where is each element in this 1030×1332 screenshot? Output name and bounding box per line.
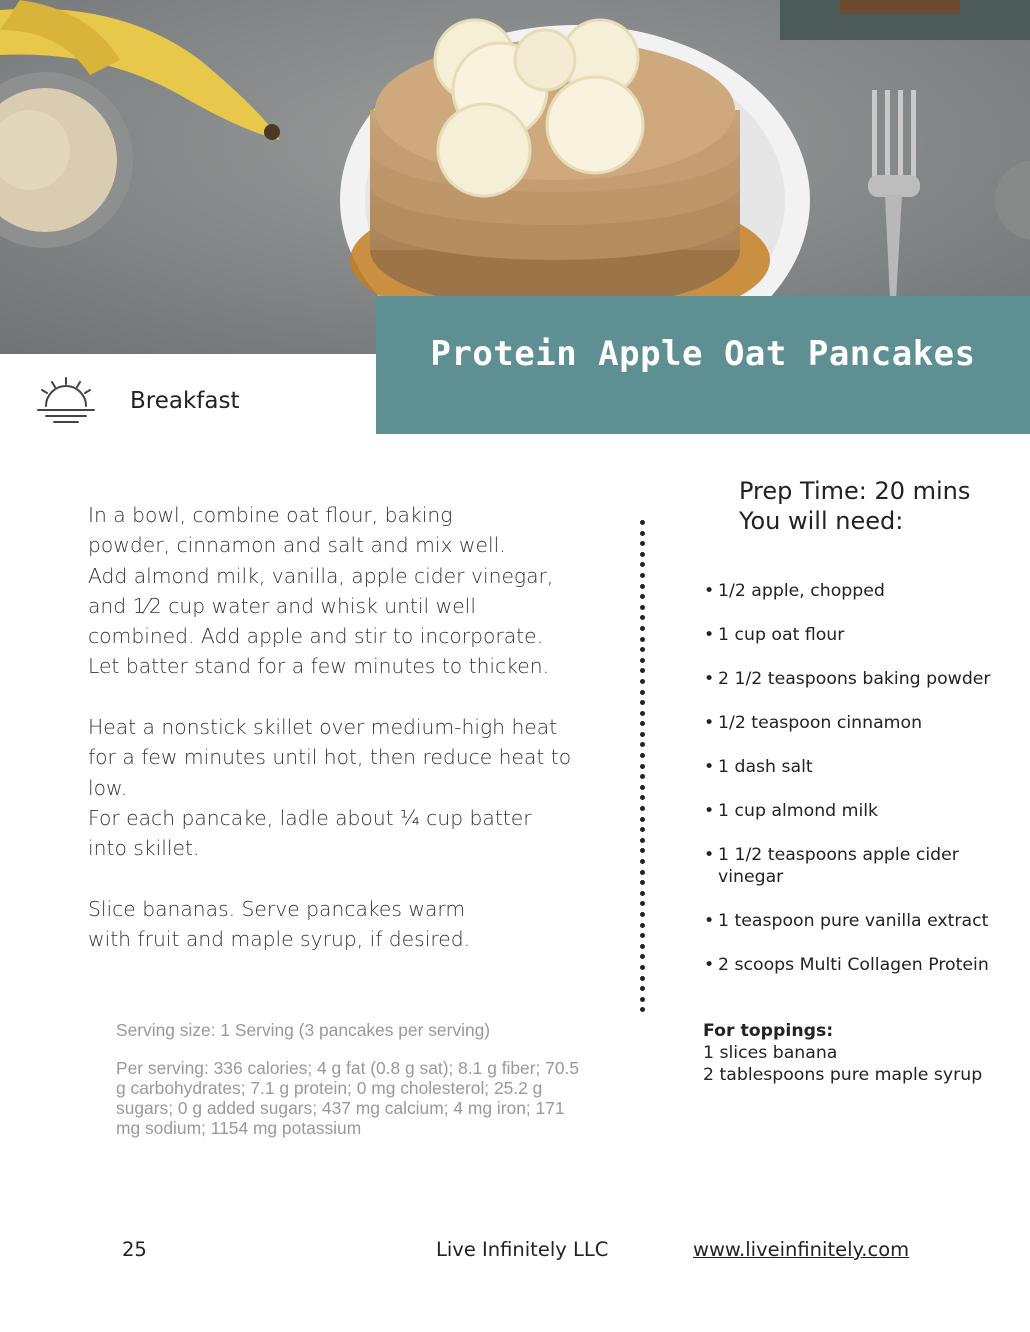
recipe-category: Breakfast [130,388,240,414]
divider-dot [640,668,645,673]
divider-dot [640,721,645,726]
ingredient-item: • 1/2 teaspoon cinnamon [704,712,1014,734]
divider-dot [640,573,645,578]
instruction-step: In a bowl, combine oat flour, baking powder, cinnamon and salt and mix well. Add almond milk, vanilla, apple cider vinegar, and 1⁄2 cup water and whisk until well combined. Add apple and stir to incorporate. Let batter stand for a few minutes to thicken. [88,503,554,679]
divider-dot [640,531,645,536]
dotted-divider [640,520,648,1020]
instructions [88,500,608,985]
ingredient-item: • 1 teaspoon pure vanilla extract [704,910,1014,932]
divider-dot [640,626,645,631]
divider-dot [640,997,645,1002]
divider-dot [640,679,645,684]
company-name: Live Infinitely LLC [436,1238,609,1261]
divider-dot [640,891,645,896]
ingredient-item: • 2 scoops Multi Collagen Protein [704,954,1014,976]
divider-dot [640,806,645,811]
ingredient-item: • 1 cup almond milk [704,800,1014,822]
divider-dot [640,647,645,652]
per-serving: Per serving: 336 calories; 4 g fat (0.8 g sat); 8.1 g fiber; 70.5 g carbohydrates; 7.1 g protein; 0 mg cholesterol; 25.2 g sugars; 0 g added sugars; 437 mg calcium; 4 mg iron; 171 mg sodium; 1154 mg potassium [116,1058,580,1138]
page-number: 25 [122,1238,147,1261]
divider-dot [640,838,645,843]
divider-dot [640,976,645,981]
nutrition-info [116,1020,586,1156]
divider-dot [640,562,645,567]
sunrise-icon [36,376,96,432]
divider-dot [640,785,645,790]
divider-dot [640,520,645,525]
ingredient-item: • 2 1/2 teaspoons baking powder [704,668,1014,690]
divider-dot [640,764,645,769]
topping-item: 1 slices banana [703,1043,838,1063]
divider-dot [640,933,645,938]
divider-dot [640,690,645,695]
divider-dot [640,965,645,970]
divider-dot [640,986,645,991]
serving-size: Serving size: 1 Serving (3 pancakes per serving) [116,1020,491,1040]
divider-dot [640,711,645,716]
divider-dot [640,541,645,546]
ingredient-item: • 1/2 apple, chopped [704,580,1014,602]
divider-dot [640,880,645,885]
topping-item: 2 tablespoons pure maple syrup [703,1065,983,1085]
divider-dot [640,817,645,822]
ingredient-item: • 1 1/2 teaspoons apple cider vinegar [704,844,1014,888]
divider-dot [640,753,645,758]
divider-dot [640,848,645,853]
website-link[interactable]: www.liveinfinitely.com [693,1238,910,1261]
divider-dot [640,552,645,557]
divider-dot [640,901,645,906]
prep-time: Prep Time: 20 mins [739,477,971,505]
divider-dot [640,584,645,589]
recipe-title: Protein Apple Oat Pancakes [430,334,976,374]
divider-dot [640,827,645,832]
divider-dot [640,742,645,747]
divider-dot [640,954,645,959]
divider-dot [640,944,645,949]
ingredients-list [704,580,1014,998]
divider-dot [640,1007,645,1012]
instruction-step: Slice bananas. Serve pancakes warm with fruit and maple syrup, if desired. [88,896,471,952]
prep-info [739,476,970,536]
divider-dot [640,658,645,663]
divider-dot [640,912,645,917]
ingredient-item: • 1 cup oat flour [704,624,1014,646]
ingredient-item: • 1 dash salt [704,756,1014,778]
divider-dot [640,700,645,705]
divider-dot [640,923,645,928]
divider-dot [640,870,645,875]
divider-dot [640,605,645,610]
divider-dot [640,732,645,737]
divider-dot [640,774,645,779]
toppings [703,1020,982,1086]
divider-dot [640,615,645,620]
divider-dot [640,859,645,864]
title-banner [376,296,1030,434]
divider-dot [640,594,645,599]
divider-dot [640,795,645,800]
toppings-heading: For toppings: [703,1021,834,1041]
you-will-need: You will need: [739,507,904,535]
divider-dot [640,637,645,642]
instruction-step: Heat a nonstick skillet over medium-high heat for a few minutes until hot, then reduce heat to low. For each pancake, ladle about ¼ cup batter into skillet. [88,715,572,861]
